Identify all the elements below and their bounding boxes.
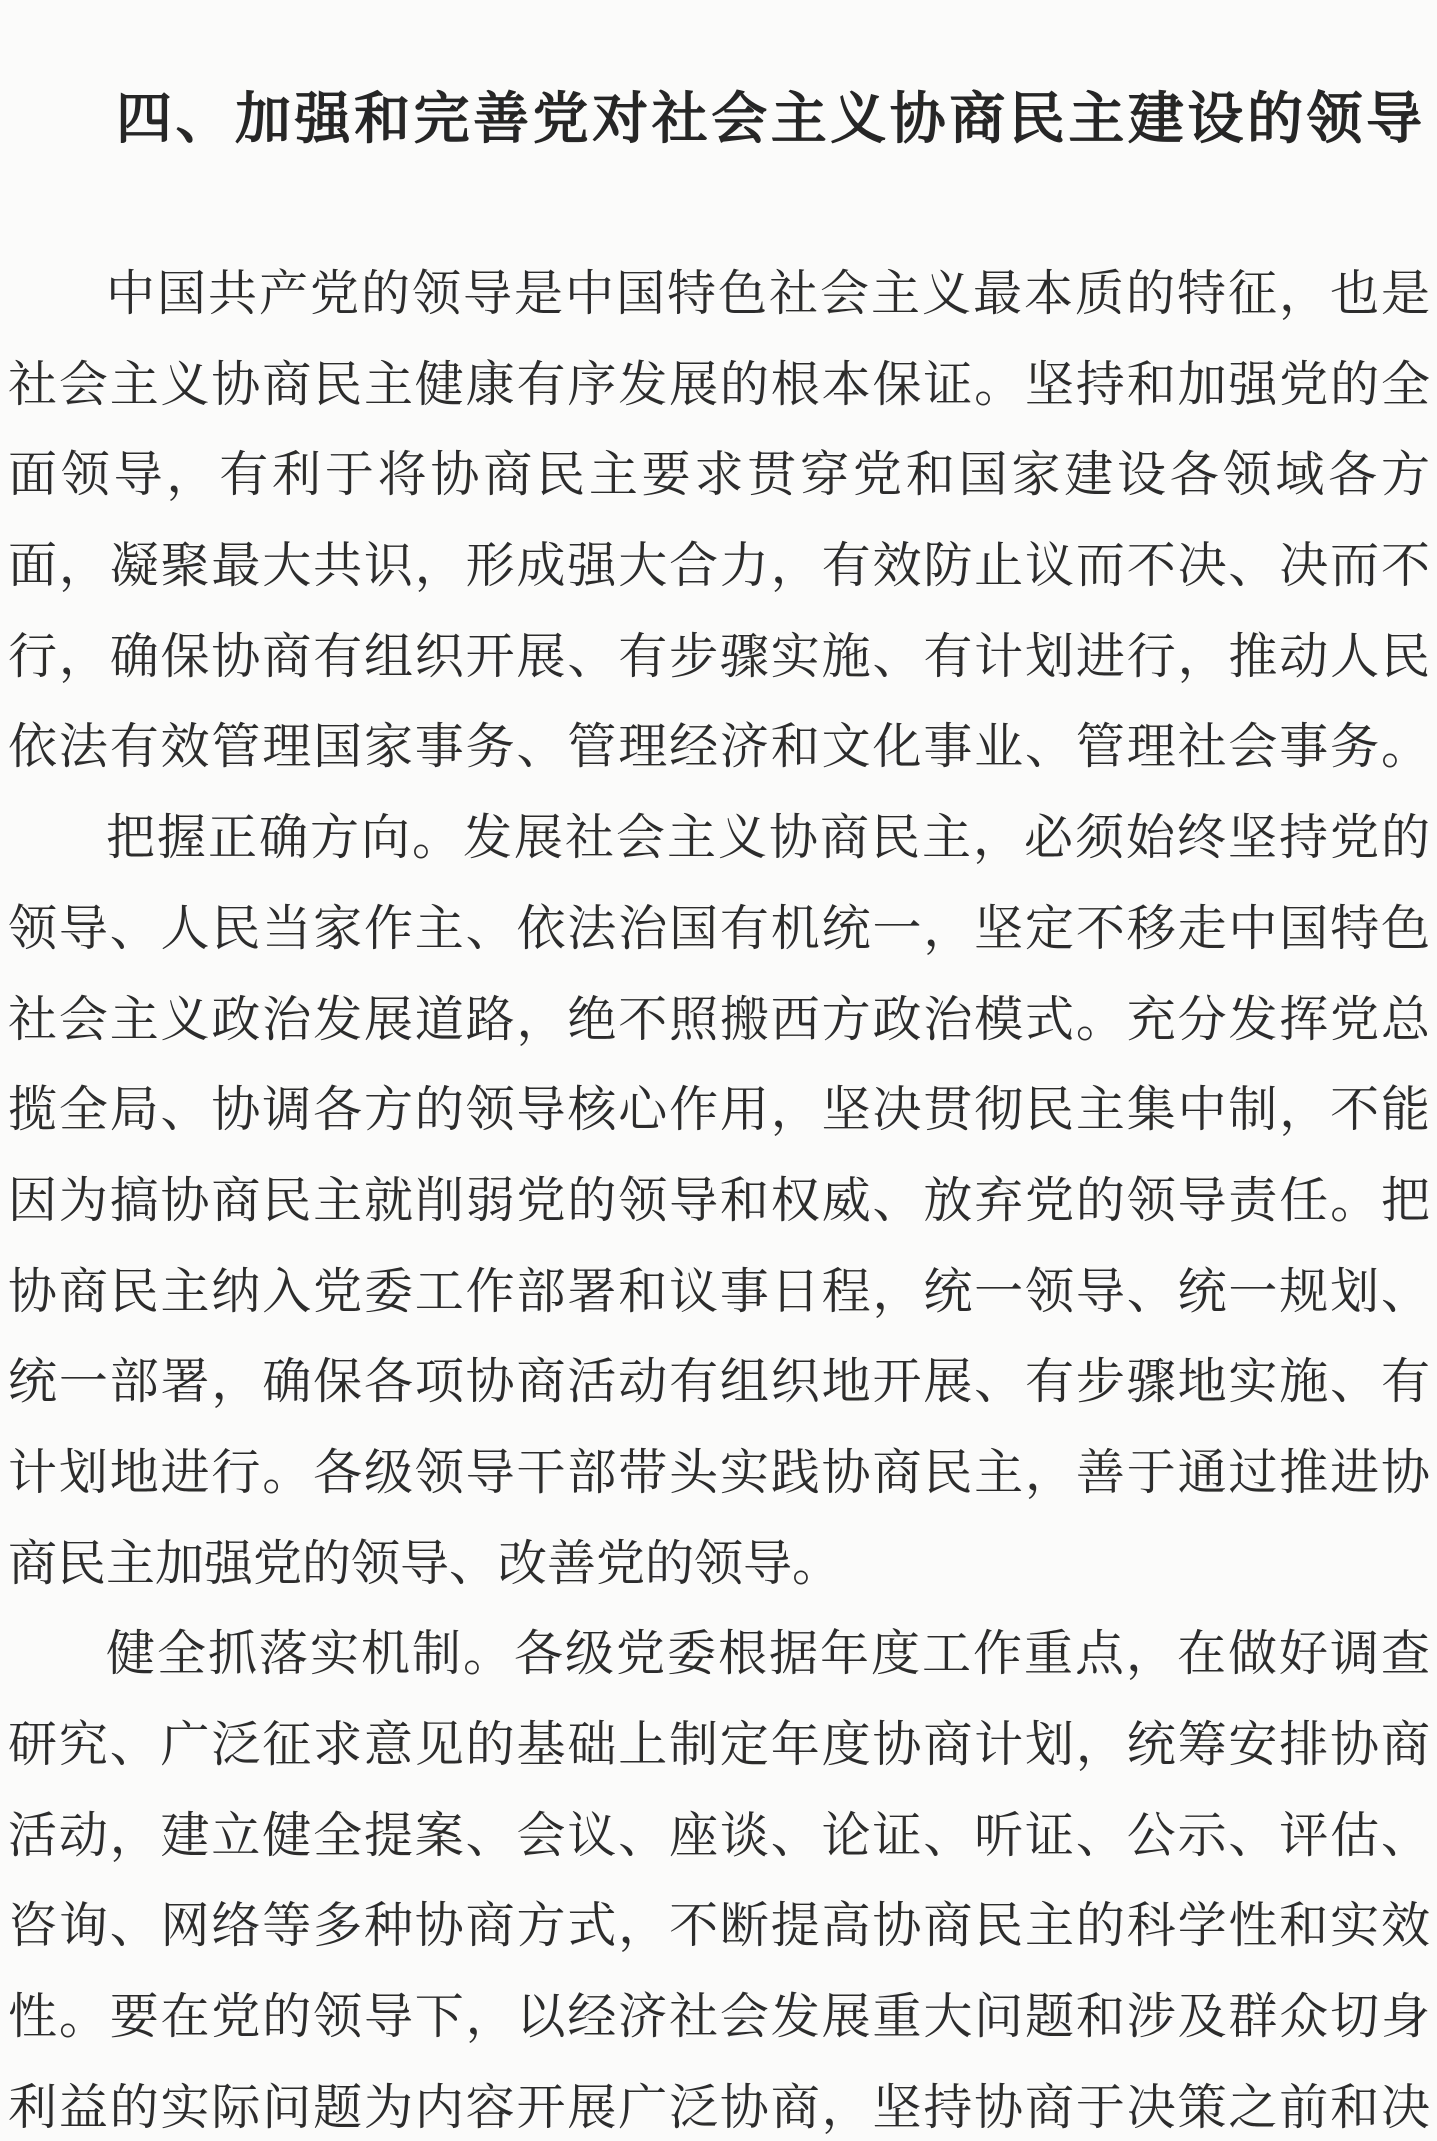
- paragraph-line: 健全抓落实机制。各级党委根据年度工作重点，在做好调查: [106, 1625, 1430, 1683]
- paragraph-line: 依法有效管理国家事务、管理经济和文化事业、管理社会事务。: [8, 718, 1430, 776]
- paragraph-line: 协商民主纳入党委工作部署和议事日程，统一领导、统一规划、: [8, 1262, 1430, 1320]
- paragraph-line: 性。要在党的领导下，以经济社会发展重大问题和涉及群众切身: [8, 1988, 1430, 2046]
- paragraph-line: 社会主义协商民主健康有序发展的根本保证。坚持和加强党的全: [8, 355, 1430, 413]
- paragraph-line: 统一部署，确保各项协商活动有组织地开展、有步骤地实施、有: [8, 1353, 1430, 1411]
- paragraph-direction: [8, 808, 1430, 1594]
- paragraph-line: 面领导，有利于将协商民主要求贯穿党和国家建设各领域各方: [8, 446, 1430, 504]
- paragraph-leadership: [8, 264, 1430, 777]
- document-body: [8, 264, 1430, 2141]
- paragraph-line: 领导、人民当家作主、依法治国有机统一，坚定不移走中国特色: [8, 899, 1430, 957]
- paragraph-line: 揽全局、协调各方的领导核心作用，坚决贯彻民主集中制，不能: [8, 1081, 1430, 1139]
- paragraph-line: 商民主加强党的领导、改善党的领导。: [8, 1534, 842, 1592]
- paragraph-line: 中国共产党的领导是中国特色社会主义最本质的特征，也是: [106, 265, 1430, 322]
- paragraph-implementation: [8, 1624, 1430, 2137]
- paragraph-line: 咨询、网络等多种协商方式，不断提高协商民主的科学性和实效: [8, 1897, 1430, 1955]
- paragraph-line: 社会主义政治发展道路，绝不照搬西方政治模式。充分发挥党总: [8, 990, 1430, 1048]
- paragraph-line: 利益的实际问题为内容开展广泛协商，坚持协商于决策之前和决: [8, 2078, 1430, 2136]
- paragraph-line: 计划地进行。各级领导干部带头实践协商民主，善于通过推进协: [8, 1443, 1430, 1501]
- paragraph-line: 因为搞协商民主就削弱党的领导和权威、放弃党的领导责任。把: [8, 1171, 1430, 1229]
- paragraph-line: 研究、广泛征求意见的基础上制定年度协商计划，统筹安排协商: [8, 1716, 1430, 1773]
- paragraph-line: 把握正确方向。发展社会主义协商民主，必须始终坚持党的: [106, 809, 1430, 867]
- paragraph-line: 面，凝聚最大共识，形成强大合力，有效防止议而不决、决而不: [8, 537, 1430, 595]
- section-heading: 四、加强和完善党对社会主义协商民主建设的领导: [116, 87, 1422, 152]
- paragraph-line: 活动，建立健全提案、会议、座谈、论证、听证、公示、评估、: [8, 1806, 1430, 1864]
- paragraph-line: 行，确保协商有组织开展、有步骤实施、有计划进行，推动人民: [8, 627, 1430, 685]
